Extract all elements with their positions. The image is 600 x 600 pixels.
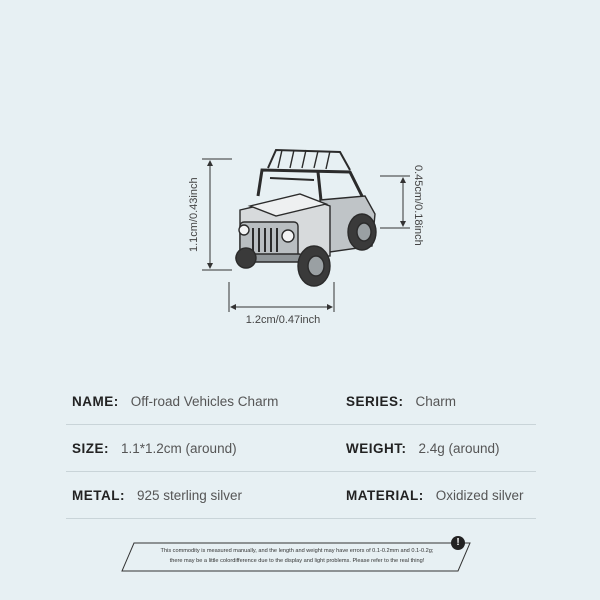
dimension-line-width [229,282,334,312]
spec-value: Charm [415,393,457,409]
dimension-line-height-body [380,176,410,228]
spec-material [346,472,524,518]
notice-line: there may be a little colordifference due to the display and light problems. Please refer to the real thing! [169,558,425,564]
spec-label: NAME: [72,393,119,409]
spec-value: 1.1*1.2cm (around) [121,440,237,456]
measurement-notice [120,537,472,572]
dimension-line-height-total [202,159,232,270]
spec-metal [72,472,242,518]
spec-name [72,378,278,424]
spec-row [66,378,536,425]
spec-label: SERIES: [346,393,404,409]
exclamation-icon: ! [451,536,465,550]
notice-text [144,546,450,566]
spec-label: SIZE: [72,440,110,456]
spec-size [72,425,237,471]
spec-value: Oxidized silver [435,487,524,503]
spec-weight [346,425,500,471]
spec-label: METAL: [72,487,125,503]
dimension-label-height-body: 0.45cm/0.18inch [412,164,424,246]
spec-label: MATERIAL: [346,487,424,503]
notice-line: This commodity is measured manually, and the length and weight may have errors of 0.1-0.2mm and 0.1-0.2g; [160,548,434,554]
spec-value: 2.4g (around) [418,440,500,456]
spec-value: Off-road Vehicles Charm [130,393,279,409]
dimension-label-height-total: 1.1cm/0.43inch [188,177,200,253]
spec-label: WEIGHT: [346,440,407,456]
spec-table [66,378,536,519]
spec-series [346,378,456,424]
spec-value: 925 sterling silver [137,487,243,503]
spec-row [66,425,536,472]
spec-row [66,472,536,519]
jeep-shape [236,150,376,286]
dimension-label-width: 1.2cm/0.47inch [245,314,321,326]
